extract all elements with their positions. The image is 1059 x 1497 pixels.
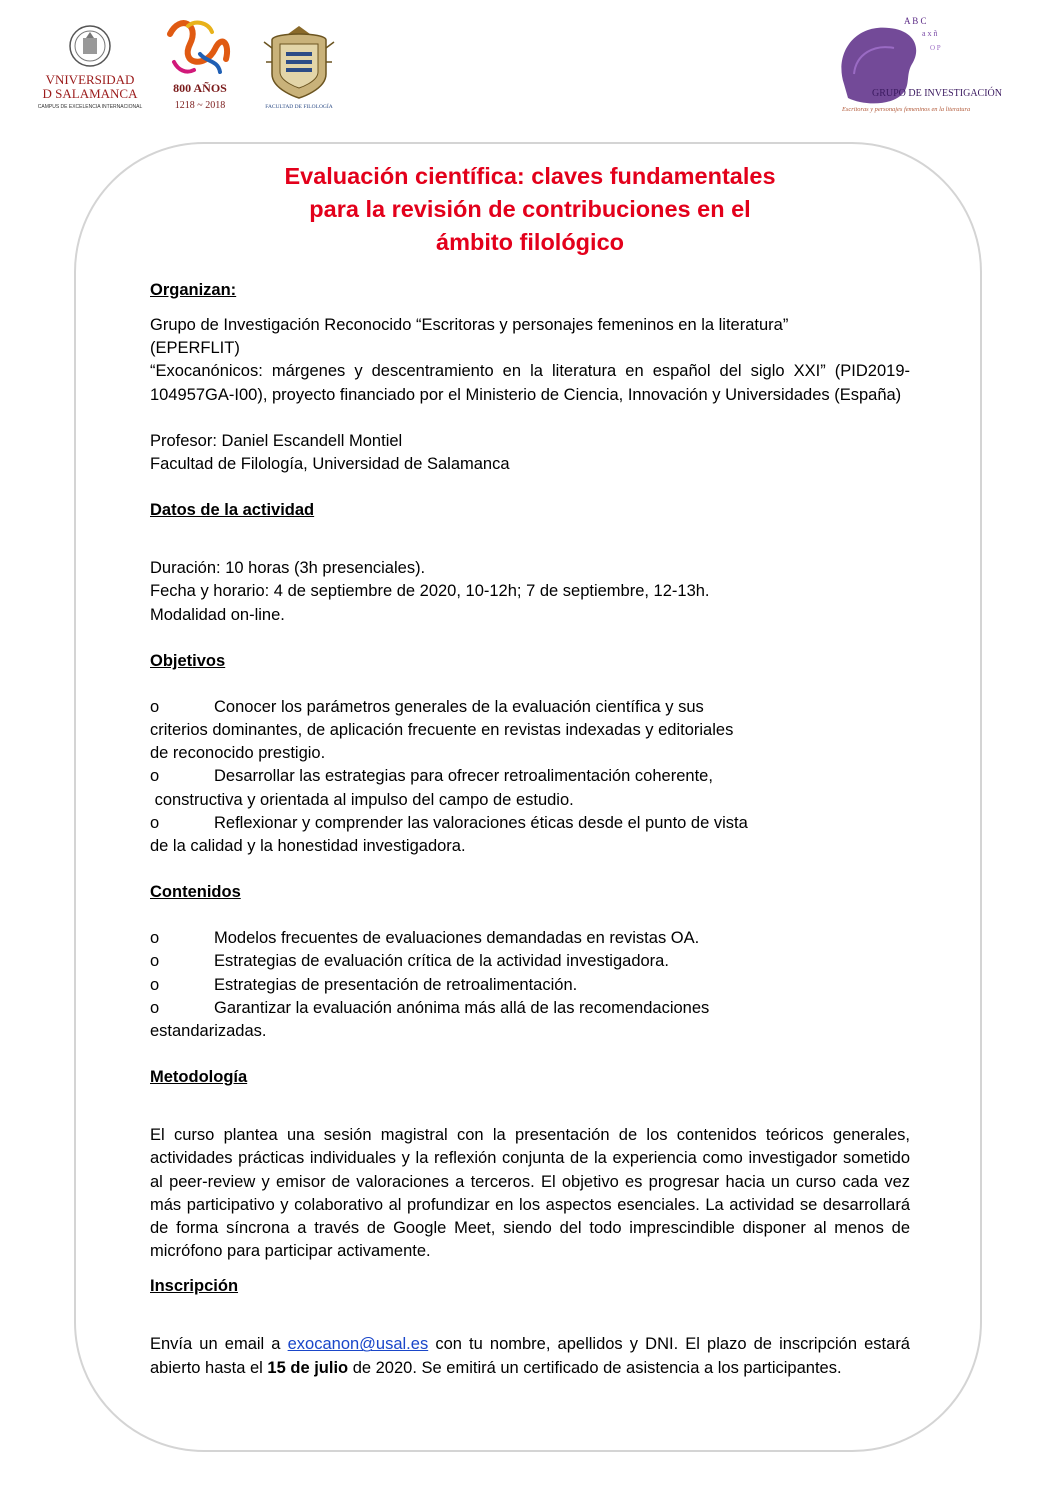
inscripcion-text-3: de 2020. Se emitirá un certificado de asistencia a los participantes.: [348, 1358, 842, 1377]
svg-text:D SALAMANCA: D SALAMANCA: [42, 86, 138, 101]
datos-heading: Datos de la actividad: [150, 501, 315, 520]
organizan-project: “Exocanónicos: márgenes y descentramiento en la literatura en español del siglo XXI” (PID2019-104957GA-I00), proyecto financiado por el Ministerio de Ciencia, Innovación y Universidades (España): [150, 362, 910, 404]
objetivos-heading: Objetivos: [150, 651, 226, 670]
metodologia-text: El curso plantea una sesión magistral con la presentación de los contenidos teóricos generales, actividades prácticas individuales y la reflexión conjunta de la experiencia como investigador sometido al peer-review y emisor de valoraciones a terceros. El objetivo es progresar hacia un curso cada vez más participativo y colaborativo al profundizar en los aspectos esenciales. La actividad se desarrollará de forma síncrona a través de Google Meet, siendo del todo imprescindible disponer al menos de micrófono para participar activamente.: [150, 1126, 910, 1261]
inscripcion-text: [150, 1333, 910, 1379]
objetivo-item-3: [150, 812, 910, 835]
inscripcion-heading: Inscripción: [150, 1277, 239, 1296]
svg-text:a x ñ: a x ñ: [922, 29, 938, 38]
objetivo-3-line-b: de la calidad y la honestidad investigadora.: [150, 837, 466, 856]
title-line-1: Evaluación científica: claves fundamentales: [284, 163, 776, 189]
objetivo-3-line-a: Reflexionar y comprender las valoraciones éticas desde el punto de vista: [214, 813, 748, 832]
contenido-item-1: [150, 927, 910, 950]
svg-text:GRUPO DE INVESTIGACIÓN: GRUPO DE INVESTIGACIÓN: [872, 88, 1002, 99]
contenido-3-text: Estrategias de presentación de retroalimentación.: [214, 975, 578, 994]
svg-text:CAMPUS DE EXCELENCIA INTERNACI: CAMPUS DE EXCELENCIA INTERNACIONAL: [37, 104, 143, 110]
bullet-marker: o: [150, 952, 160, 971]
objetivo-item-2: [150, 765, 910, 788]
usal-800-anos-logo: [160, 14, 240, 114]
inscripcion-text-2: con tu nombre, apellidos y DNI. El plazo de inscripción estará abierto hasta el: [150, 1335, 910, 1377]
metodologia-heading: Metodología: [150, 1068, 248, 1087]
bullet-marker: o: [150, 767, 160, 786]
svg-text:O P: O P: [930, 44, 941, 52]
inscripcion-text-1: Envía un email a: [150, 1335, 288, 1354]
bullet-marker: o: [150, 975, 160, 994]
contenido-4-line-a: Garantizar la evaluación anónima más allá de las recomendaciones: [214, 998, 710, 1017]
title-line-3: ámbito filológico: [436, 229, 624, 255]
title-line-2: para la revisión de contribuciones en el: [309, 196, 751, 222]
svg-text:A B C: A B C: [904, 16, 927, 26]
grupo-investigacion-logo: [834, 14, 1004, 124]
svg-text:FACULTAD DE FILOLOGÍA: FACULTAD DE FILOLOGÍA: [265, 104, 333, 110]
objetivo-1-line-a: Conocer los parámetros generales de la evaluación científica y sus: [214, 697, 704, 716]
document-body: [150, 160, 910, 1380]
bullet-marker: o: [150, 929, 160, 948]
contenido-2-text: Estrategias de evaluación crítica de la actividad investigadora.: [214, 952, 669, 971]
deadline-date: 15 de julio: [267, 1358, 349, 1377]
contenido-item-4: [150, 997, 910, 1020]
fecha-line: Fecha y horario: 4 de septiembre de 2020, 10-12h; 7 de septiembre, 12-13h.: [150, 582, 710, 601]
organizan-group-line-2: (EPERFLIT): [150, 339, 240, 358]
bullet-marker: o: [150, 697, 160, 716]
svg-text:VNIVERSIDAD: VNIVERSIDAD: [45, 72, 135, 87]
document-title: [150, 160, 910, 259]
organizan-heading: Organizan:: [150, 281, 237, 299]
contenido-item-2: [150, 950, 910, 973]
contenidos-heading: Contenidos: [150, 883, 241, 902]
svg-text:Escritoras y personajes femeni: Escritoras y personajes femeninos en la literatura: [842, 106, 971, 113]
duracion-line: Duración: 10 horas (3h presenciales).: [150, 559, 426, 578]
contenido-1-text: Modelos frecuentes de evaluaciones demandadas en revistas OA.: [214, 929, 700, 948]
contenido-4-line-b: estandarizadas.: [150, 1022, 267, 1041]
modalidad-line: Modalidad on-line.: [150, 605, 285, 624]
faculty-line: Facultad de Filología, Universidad de Salamanca: [150, 455, 510, 474]
facultad-filologia-crest: [258, 22, 340, 110]
objetivo-item-1: [150, 696, 910, 719]
objetivo-2-line-b: constructiva y orientada al impulso del campo de estudio.: [150, 790, 574, 809]
objetivo-1-line-c: de reconocido prestigio.: [150, 744, 326, 763]
email-link[interactable]: exocanon@usal.es: [287, 1335, 429, 1354]
objetivo-2-line-a: Desarrollar las estrategias para ofrecer retroalimentación coherente,: [214, 767, 713, 786]
contenido-item-3: [150, 974, 910, 997]
bullet-marker: o: [150, 813, 160, 832]
objetivo-1-line-b: criterios dominantes, de aplicación frecuente en revistas indexadas y editoriales: [150, 721, 734, 740]
svg-text:800 AÑOS: 800 AÑOS: [173, 81, 227, 95]
bullet-marker: o: [150, 998, 160, 1017]
svg-text:1218 ~ 2018: 1218 ~ 2018: [174, 100, 226, 111]
professor-line: Profesor: Daniel Escandell Montiel: [150, 431, 403, 450]
universidad-salamanca-logo: [34, 22, 146, 112]
organizan-group-line-1: Grupo de Investigación Reconocido “Escritoras y personajes femeninos en la literatura”: [150, 316, 789, 334]
